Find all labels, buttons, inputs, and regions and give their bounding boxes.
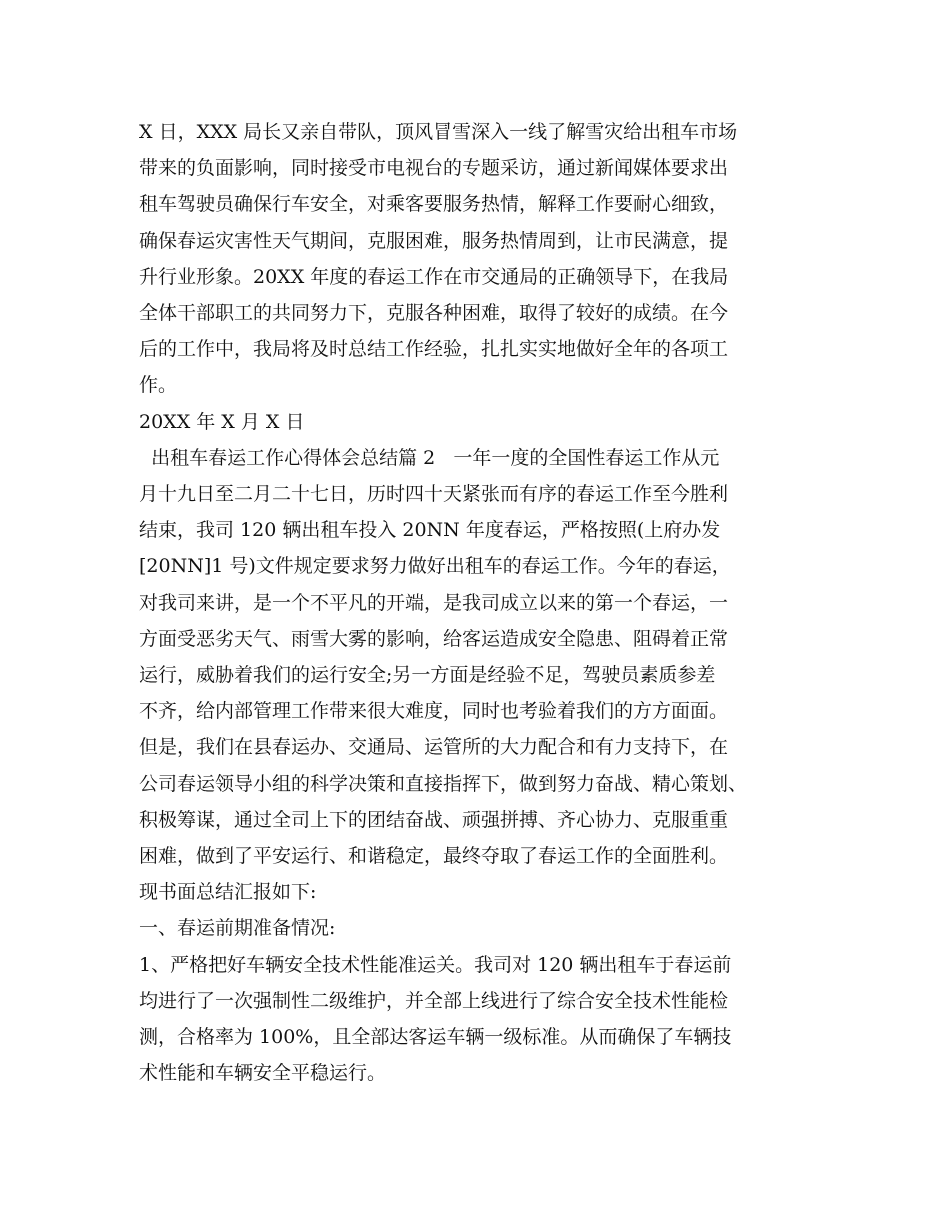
text-line: 升行业形象。20XX 年度的春运工作在市交通局的正确领导下，在我局 — [139, 265, 729, 288]
text-line: 租车驾驶员确保行车安全，对乘客要服务热情，解释工作要耐心细致， — [139, 193, 729, 216]
text-line: 后的工作中，我局将及时总结工作经验，扎扎实实地做好全年的各项工 — [139, 338, 729, 361]
section-title-line: 出租车春运工作心得体会总结篇 2 一年一度的全国性春运工作从元 — [139, 446, 720, 469]
text-line: 运行，威胁着我们的运行安全;另一方面是经验不足，驾驶员素质参差 — [139, 664, 716, 687]
text-line: 带来的负面影响，同时接受市电视台的专题采访，通过新闻媒体要求出 — [139, 157, 729, 180]
text-line: 现书面总结汇报如下: — [139, 881, 317, 904]
text-line: 作。 — [139, 374, 178, 397]
text-line: 积极筹谋，通过全司上下的团结奋战、顽强拼搏、齐心协力、克服重重 — [139, 808, 729, 831]
text-line: 测，合格率为 100%，且全部达客运车辆一级标准。从而确保了车辆技 — [139, 1026, 732, 1049]
text-line: [20NN]1 号)文件规定要求努力做好出租车的春运工作。今年的春运， — [139, 555, 731, 578]
document-body — [139, 114, 839, 1091]
text-line: 不齐，给内部管理工作带来很大难度，同时也考验着我们的方方面面。 — [139, 700, 729, 723]
text-line: 1、严格把好车辆安全技术性能准运关。我司对 120 辆出租车于春运前 — [139, 953, 732, 976]
text-line: 术性能和车辆安全平稳运行。 — [139, 1062, 387, 1085]
text-line: 结束，我司 120 辆出租车投入 20NN 年度春运，严格按照(上府办发 — [139, 519, 721, 542]
text-line: 均进行了一次强制性二级维护，并全部上线进行了综合安全技术性能检 — [139, 989, 729, 1012]
text-line: 但是，我们在县春运办、交通局、运管所的大力配合和有力支持下，在 — [139, 736, 729, 759]
date-line: 20XX 年 X 月 X 日 — [139, 410, 305, 433]
text-line: 对我司来讲，是一个不平凡的开端，是我司成立以来的第一个春运，一 — [139, 591, 729, 614]
heading-line: 一、春运前期准备情况: — [139, 917, 336, 940]
text-line: 全体干部职工的共同努力下，克服各种困难，取得了较好的成绩。在今 — [139, 302, 729, 325]
text-line: X 日，XXX 局长又亲自带队，顶风冒雪深入一线了解雪灾给出租车市场 — [139, 121, 738, 143]
text-line: 确保春运灾害性天气期间，克服困难，服务热情周到，让市民满意，提 — [139, 229, 729, 252]
text-line: 方面受恶劣天气、雨雪大雾的影响，给客运造成安全隐患、阻碍着正常 — [139, 627, 729, 650]
text-line: 困难，做到了平安运行、和谐稳定，最终夺取了春运工作的全面胜利。 — [139, 845, 729, 868]
text-line: 月十九日至二月二十七日，历时四十天紧张而有序的春运工作至今胜利 — [139, 483, 729, 506]
text-line: 公司春运领导小组的科学决策和直接指挥下，做到努力奋战、精心策划、 — [139, 772, 748, 795]
